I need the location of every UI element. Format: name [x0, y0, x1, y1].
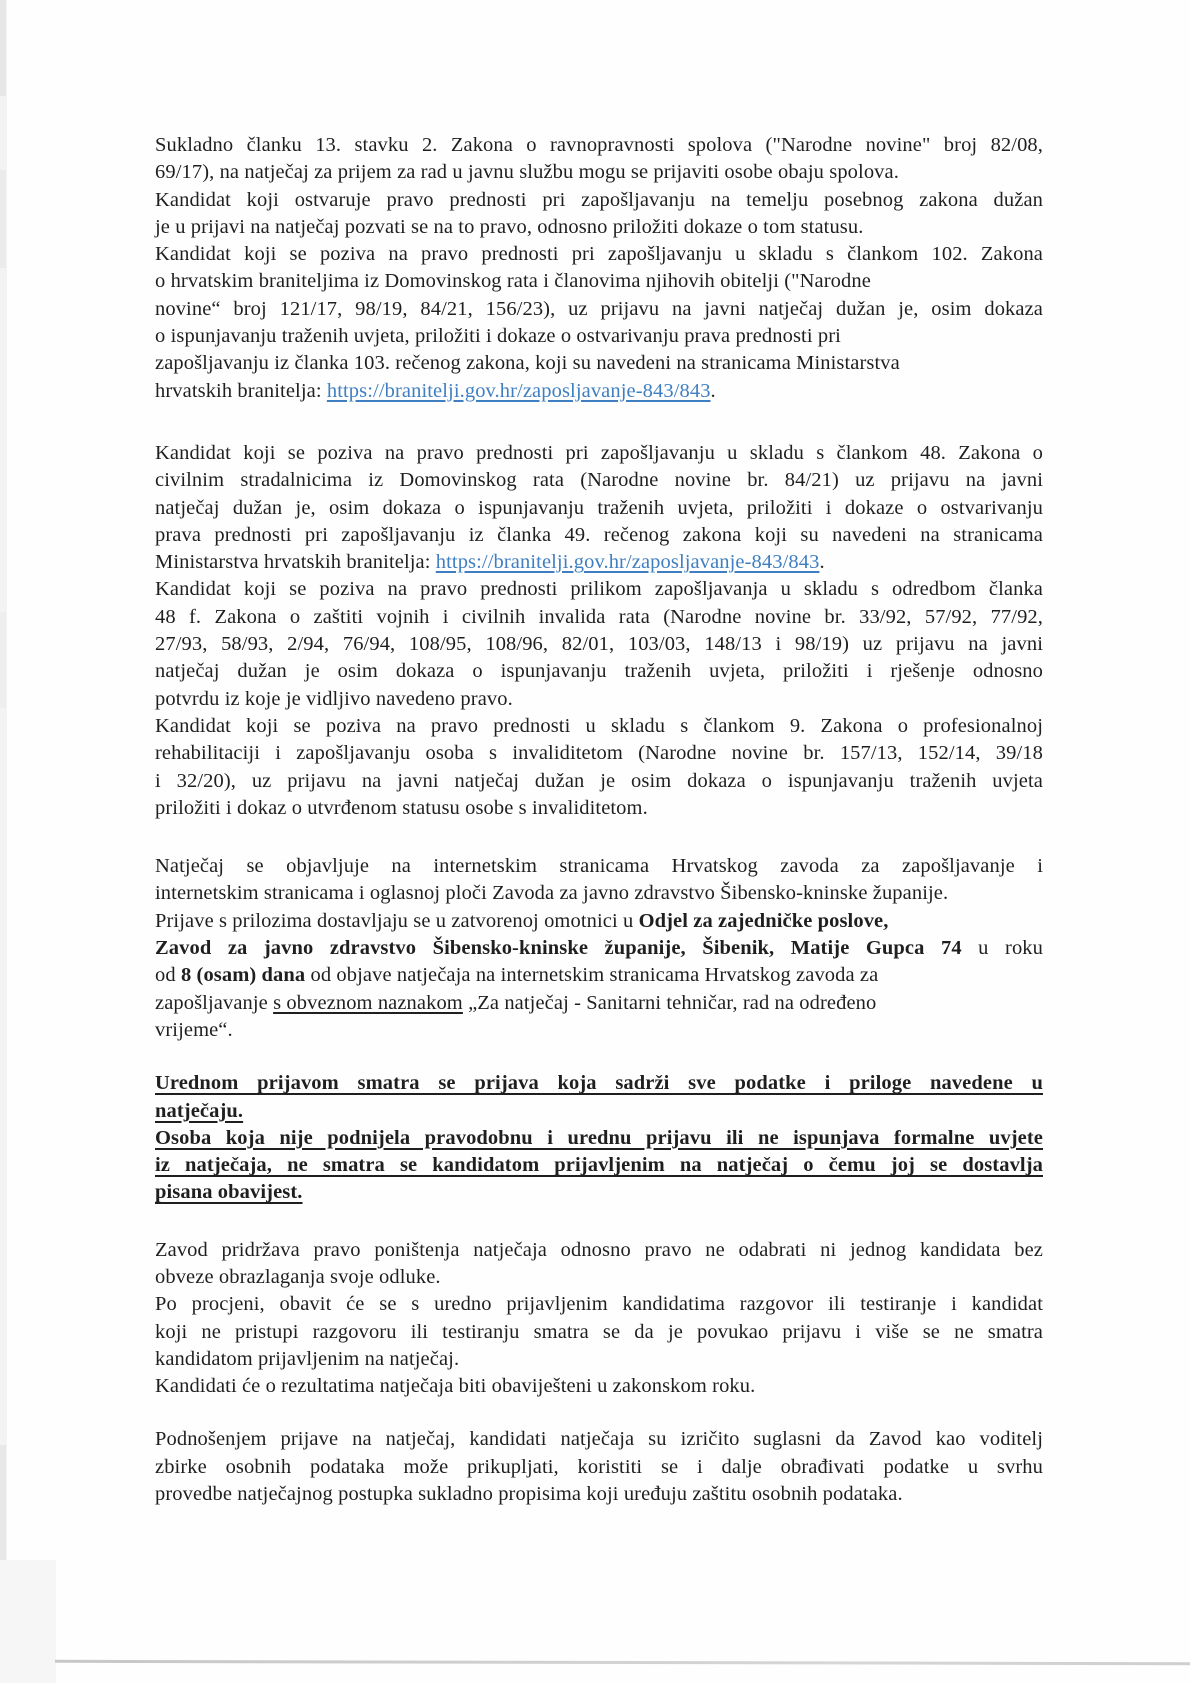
text-segment: novine“ broj 121/17, 98/19, 84/21, 156/23), uz prijavu na javni natječaj dužan je, osim dokaza: [155, 297, 1043, 320]
text-segment: Sukladno članku 13. stavku 2. Zakona o ravnopravnosti spolova ("Narodne novine" broj 82/08,: [155, 134, 1043, 156]
text-line: [155, 631, 1043, 658]
text-line: [155, 440, 1043, 467]
text-line: [155, 686, 1043, 713]
text-segment: Zavod pridržava pravo poništenja natječaja odnosno pravo ne odabrati ni jednog kandidata bez: [155, 1238, 1043, 1261]
text-line: [155, 768, 1043, 795]
text-line: [155, 658, 1043, 685]
scan-edge-artifact-segment: [0, 612, 6, 708]
paragraph-uredna-prijava: [155, 1070, 1043, 1206]
text-segment: od objave natječaja na internetskim stranicama Hrvatskog zavoda za: [305, 964, 879, 987]
text-line: [155, 576, 1043, 603]
text-line: [155, 1319, 1043, 1346]
text-segment: hrvatskih branitelja:: [155, 379, 327, 402]
text-segment: prava prednosti pri zapošljavanju iz članka 49. rečenog zakona koji su navedeni na stranicama: [155, 523, 1043, 546]
text-line: [155, 1426, 1043, 1453]
text-line: [155, 1481, 1043, 1508]
text-line: [155, 1346, 1043, 1373]
text-segment: Zavod za javno zdravstvo Šibensko-kninske županije, Šibenik, Matije Gupca 74: [155, 937, 962, 960]
text-segment: provedbe natječajnog postupka sukladno propisima koji uređuju zaštitu osobnih podataka.: [155, 1483, 903, 1506]
text-segment: je u prijavi na natječaj pozvati se na to pravo, odnosno priložiti dokaze o tom statusu.: [155, 215, 864, 238]
text-segment: 48 f. Zakona o zaštiti vojnih i civilnih invalida rata (Narodne novine br. 33/92, 57/92, 77/92,: [155, 605, 1043, 628]
text-line: [155, 467, 1043, 494]
scan-edge-artifact-segment: [0, 0, 6, 96]
scan-edge-artifact-segment: [0, 1445, 6, 1563]
text-segment: civilnim stradalnicima iz Domovinskog rata (Narodne novine br. 84/21) uz prijavu na javni: [155, 469, 1043, 492]
text-line: [155, 1264, 1043, 1291]
text-segment: o ispunjavanju traženih uvjeta, priložiti i dokaze o ostvarivanju prava prednosti pri: [155, 325, 841, 348]
text-line: [155, 495, 1043, 522]
text-line: [155, 1125, 1043, 1152]
paragraph-ponistenje-testiranje: [155, 1237, 1043, 1401]
text-line: [155, 1237, 1043, 1264]
text-segment: kandidatom prijavljenim na natječaj.: [155, 1347, 460, 1370]
text-segment: potvrdu iz koje je vidljivo navedeno pravo.: [155, 687, 513, 710]
text-line: [155, 962, 1043, 989]
text-line: [155, 908, 1043, 935]
branitelji-gov-hyperlink[interactable]: https://branitelji.gov.hr/zaposljavanje-843/843: [435, 551, 820, 574]
text-segment: Prijave s prilozima dostavljaju se u zatvorenoj omotnici u: [155, 909, 639, 932]
text-line: [155, 241, 1043, 268]
paragraph-ravnopravnost-spolova: [155, 132, 1043, 405]
text-segment: Po procjeni, obavit će se s uredno prijavljenim kandidatima razgovor ili testiranje i kandidat: [155, 1293, 1043, 1316]
paragraph-pravo-prednosti: [155, 440, 1043, 822]
text-line: [155, 323, 1043, 350]
text-line: [155, 740, 1043, 767]
text-line: [155, 350, 1043, 377]
text-line: [155, 795, 1043, 822]
text-line: [155, 604, 1043, 631]
text-line: [155, 990, 1043, 1017]
document-text: [155, 132, 1043, 1508]
text-line: [155, 159, 1043, 186]
text-segment: „Za natječaj - Sanitarni tehničar, rad na određeno: [462, 991, 877, 1014]
text-line: [155, 296, 1043, 323]
text-segment: rehabilitaciji i zapošljavanju osoba s invaliditetom (Narodne novine br. 157/13, 152/14, 39/18: [155, 742, 1043, 765]
text-segment: .: [710, 379, 716, 402]
text-segment: Natječaj se objavljuje na internetskim stranicama Hrvatskog zavoda za zapošljavanje i: [155, 855, 1043, 878]
text-segment: 27/93, 58/93, 2/94, 76/94, 108/95, 108/96, 82/01, 103/03, 148/13 i 98/19) uz prijavu na javni: [155, 633, 1043, 656]
text-segment: zapošljavanje: [155, 991, 274, 1014]
text-segment: od: [155, 964, 181, 987]
text-segment: internetskim stranicama i oglasnoj ploči Zavoda za javno zdravstvo Šibensko-kninske županije.: [155, 882, 949, 905]
text-line: [155, 880, 1043, 907]
text-line: [155, 935, 1043, 962]
text-line: [155, 1017, 1043, 1044]
text-line: [155, 1070, 1043, 1097]
paragraph-objava-natjecaja: [155, 853, 1043, 1044]
text-line: [155, 1152, 1043, 1179]
text-line: [155, 132, 1043, 159]
text-segment: priložiti i dokaz o utvrđenom statusu osobe s invaliditetom.: [155, 796, 648, 819]
text-segment: 8 (osam) dana: [180, 964, 306, 987]
text-line: [155, 853, 1043, 880]
branitelji-gov-hyperlink[interactable]: https://branitelji.gov.hr/zaposljavanje-843/843: [326, 379, 711, 402]
text-segment: Kandidat koji se poziva na pravo prednosti prilikom zapošljavanja u skladu s odredbom članka: [155, 578, 1043, 601]
scan-corner-artifact: [0, 1560, 56, 1683]
text-segment: natječaj dužan je osim dokaza o ispunjavanju traženih uvjeta, priložiti i rješenje odnosno: [155, 660, 1043, 683]
text-segment: Urednom prijavom smatra se prijava koja sadrži sve podatke i priloge navedene u: [155, 1072, 1043, 1095]
text-segment: iz natječaja, ne smatra se kandidatom prijavljenim na natječaj o čemu joj se dostavlja: [155, 1154, 1043, 1177]
text-segment: Kandidat koji se poziva na pravo prednosti pri zapošljavanju u skladu s člankom 48. Zakona o: [155, 441, 1043, 464]
text-segment: koji ne pristupi razgovoru ili testiranju smatra se da je povukao prijavu i više se ne smatra: [155, 1320, 1043, 1343]
text-segment: Podnošenjem prijave na natječaj, kandidati natječaja su izričito suglasni da Zavod kao voditelj: [155, 1428, 1043, 1451]
text-segment: natječaj dužan je, osim dokaza o ispunjavanju traženih uvjeta, priložiti i dokaze o ostvarivanju: [155, 496, 1043, 519]
text-segment: pisana obavijest.: [155, 1181, 303, 1204]
text-segment: 69/17), na natječaj za prijem za rad u javnu službu mogu se prijaviti osobe obaju spolova.: [155, 161, 899, 184]
text-line: [155, 378, 1043, 405]
text-segment: zapošljavanju iz članka 103. rečenog zakona, koji su navedeni na stranicama Ministarstva: [155, 352, 900, 375]
text-segment: Osoba koja nije podnijela pravodobnu i urednu prijavu ili ne ispunjava formalne uvjete: [155, 1126, 1043, 1149]
text-line: [155, 1179, 1043, 1206]
text-line: [155, 1098, 1043, 1125]
text-segment: s obveznom naznakom: [273, 991, 463, 1014]
paragraph-zastita-podataka: [155, 1426, 1043, 1508]
text-line: [155, 1291, 1043, 1318]
text-segment: Kandidat koji ostvaruje pravo prednosti pri zapošljavanju na temelju posebnog zakona dužan: [155, 188, 1043, 211]
text-segment: u roku: [961, 937, 1043, 960]
text-segment: obveze obrazlaganja svoje odluke.: [155, 1265, 441, 1288]
text-segment: i 32/20), uz prijavu na javni natječaj dužan je osim dokaza o ispunjavanju traženih uvjeta: [155, 769, 1043, 792]
text-segment: o hrvatskim braniteljima iz Domovinskog rata i članovima njihovih obitelji ("Narodne: [155, 270, 871, 293]
text-line: [155, 214, 1043, 241]
text-segment: Kandidat koji se poziva na pravo prednosti pri zapošljavanju u skladu s člankom 102. Zakona: [155, 243, 1043, 266]
text-segment: .: [819, 551, 825, 574]
text-line: [155, 522, 1043, 549]
text-segment: Kandidat koji se poziva na pravo prednosti u skladu s člankom 9. Zakona o profesionalnoj: [155, 714, 1043, 737]
text-segment: Odjel za zajedničke poslove,: [638, 909, 889, 932]
scan-edge-artifact-segment: [0, 170, 6, 268]
text-line: [155, 187, 1043, 214]
text-segment: vrijeme“.: [155, 1018, 233, 1041]
text-line: [155, 549, 1043, 576]
scan-edge-artifact-bottom: [55, 1660, 1190, 1665]
text-segment: Kandidati će o rezultatima natječaja biti obaviješteni u zakonskom roku.: [155, 1375, 756, 1398]
text-segment: natječaju.: [155, 1099, 244, 1122]
text-segment: Ministarstva hrvatskih branitelja:: [155, 551, 436, 574]
text-line: [155, 1373, 1043, 1400]
text-line: [155, 1454, 1043, 1481]
text-segment: zbirke osobnih podataka može prikupljati, koristiti se i dalje obrađivati podatke u svrhu: [155, 1455, 1043, 1478]
text-line: [155, 713, 1043, 740]
text-line: [155, 268, 1043, 295]
